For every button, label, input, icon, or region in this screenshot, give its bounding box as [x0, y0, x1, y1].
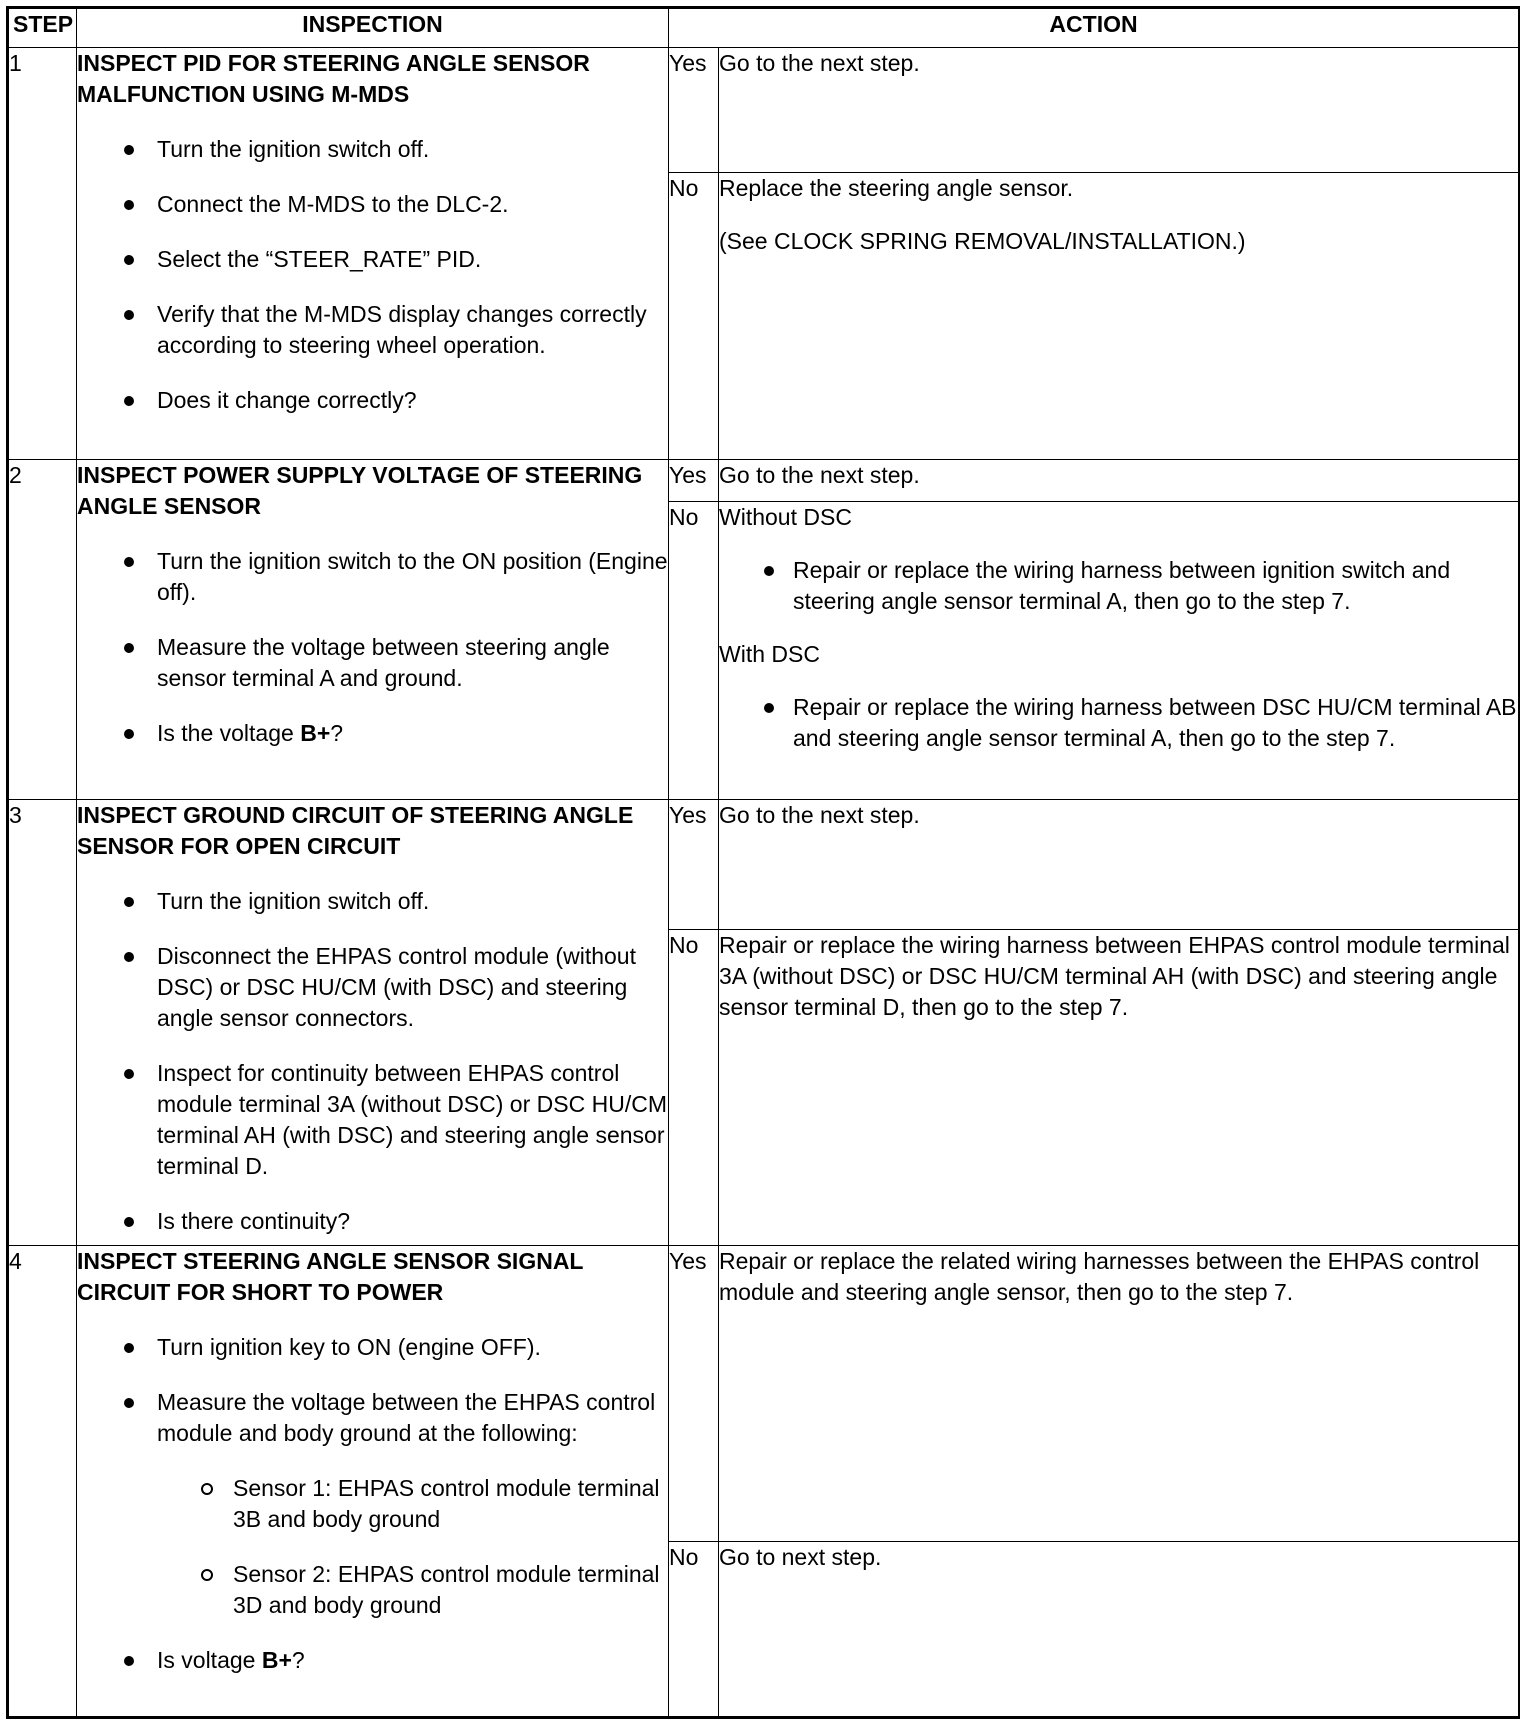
list-item: Repair or replace the wiring harness between DSC HU/CM terminal AB and steering angle sensor terminal A, then go to the step 7.: [719, 692, 1518, 754]
list-item: Turn the ignition switch to the ON position (Engine off).: [77, 546, 668, 608]
list-item: [77, 1387, 668, 1621]
inspection-bullet-list: [77, 546, 668, 749]
no-action: Go to next step.: [719, 1542, 1520, 1718]
list-item: Verify that the M-MDS display changes correctly according to steering wheel operation.: [77, 299, 668, 361]
diagnostic-document: [6, 6, 1518, 1710]
header-step: STEP: [8, 8, 77, 48]
table-row-step-3: [8, 800, 1520, 930]
list-item-text: ?: [330, 720, 344, 746]
no-label: No: [669, 173, 719, 460]
inspection-title: INSPECT GROUND CIRCUIT OF STEERING ANGLE SENSOR FOR OPEN CIRCUIT: [77, 802, 634, 859]
list-item-text: ?: [291, 1647, 305, 1673]
table-row-step-1: [8, 48, 1520, 173]
diagnostic-procedure-table: [6, 6, 1520, 1719]
step-number: 2: [8, 460, 77, 800]
step-number: 4: [8, 1246, 77, 1718]
inspection-bullet-list: [77, 886, 668, 1237]
no-action-line: Replace the steering angle sensor.: [719, 175, 1074, 201]
header-inspection: INSPECTION: [77, 8, 669, 48]
inspection-title: INSPECT PID FOR STEERING ANGLE SENSOR MALFUNCTION USING M-MDS: [77, 50, 590, 107]
list-item: Inspect for continuity between EHPAS control module terminal 3A (without DSC) or DSC HU/CM terminal AH (with DSC) and steering angle sensor terminal D.: [77, 1058, 668, 1182]
inspection-title: INSPECT STEERING ANGLE SENSOR SIGNAL CIRCUIT FOR SHORT TO POWER: [77, 1248, 584, 1305]
list-item: Does it change correctly?: [77, 385, 668, 416]
list-item: Select the “STEER_RATE” PID.: [77, 244, 668, 275]
sub-list-item: Sensor 2: EHPAS control module terminal 3D and body ground: [157, 1559, 668, 1621]
list-item: Turn ignition key to ON (engine OFF).: [77, 1332, 668, 1363]
no-action-line: (See CLOCK SPRING REMOVAL/INSTALLATION.): [719, 228, 1246, 254]
no-action: Repair or replace the wiring harness between EHPAS control module terminal 3A (without DSC) or DSC HU/CM terminal AH (with DSC) and steering angle sensor terminal D, then go to the step 7.: [719, 930, 1520, 1246]
list-item: Is there continuity?: [77, 1206, 668, 1237]
table-row-step-2: [8, 460, 1520, 502]
inspection-cell: [77, 800, 669, 1246]
yes-label: Yes: [669, 800, 719, 930]
step-number: 1: [8, 48, 77, 460]
inspection-cell: [77, 1246, 669, 1718]
yes-label: Yes: [669, 48, 719, 173]
list-item: Disconnect the EHPAS control module (without DSC) or DSC HU/CM (with DSC) and steering angle sensor connectors.: [77, 941, 668, 1034]
inspection-cell: [77, 48, 669, 460]
list-item: [77, 718, 668, 749]
yes-action: Go to the next step.: [719, 48, 1520, 173]
list-item-text: Is voltage: [157, 1647, 262, 1673]
list-item-text: Measure the voltage between the EHPAS control module and body ground at the following:: [157, 1389, 656, 1446]
step-number: 3: [8, 800, 77, 1246]
yes-label: Yes: [669, 460, 719, 502]
no-action-condition: With DSC: [719, 641, 820, 667]
inspection-bullet-list: [77, 1332, 668, 1676]
no-label: No: [669, 1542, 719, 1718]
list-item: [77, 1645, 668, 1676]
no-action-bullet-list: [719, 692, 1518, 754]
yes-action: Go to the next step.: [719, 460, 1520, 502]
list-item: Repair or replace the wiring harness between ignition switch and steering angle sensor terminal A, then go to the step 7.: [719, 555, 1518, 617]
inspection-cell: [77, 460, 669, 800]
no-label: No: [669, 930, 719, 1246]
list-item: Connect the M-MDS to the DLC-2.: [77, 189, 668, 220]
yes-action: Repair or replace the related wiring harnesses between the EHPAS control module and steering angle sensor, then go to the step 7.: [719, 1246, 1520, 1542]
list-item-emphasis: B+: [300, 720, 331, 746]
list-item-emphasis: B+: [261, 1647, 292, 1673]
no-action-condition: Without DSC: [719, 504, 852, 530]
inspection-title: INSPECT POWER SUPPLY VOLTAGE OF STEERING ANGLE SENSOR: [77, 462, 643, 519]
yes-label: Yes: [669, 1246, 719, 1542]
list-item: Turn the ignition switch off.: [77, 134, 668, 165]
header-action: ACTION: [669, 8, 1520, 48]
no-label: No: [669, 502, 719, 800]
sub-bullet-list: [157, 1473, 668, 1621]
yes-action: Go to the next step.: [719, 800, 1520, 930]
no-action: [719, 173, 1520, 460]
list-item: Measure the voltage between steering angle sensor terminal A and ground.: [77, 632, 668, 694]
list-item-text: Is the voltage: [157, 720, 301, 746]
inspection-bullet-list: [77, 134, 668, 416]
table-row-step-4: [8, 1246, 1520, 1542]
no-action: [719, 502, 1520, 800]
no-action-bullet-list: [719, 555, 1518, 617]
table-header-row: [8, 8, 1520, 48]
sub-list-item: Sensor 1: EHPAS control module terminal 3B and body ground: [157, 1473, 668, 1535]
list-item: Turn the ignition switch off.: [77, 886, 668, 917]
